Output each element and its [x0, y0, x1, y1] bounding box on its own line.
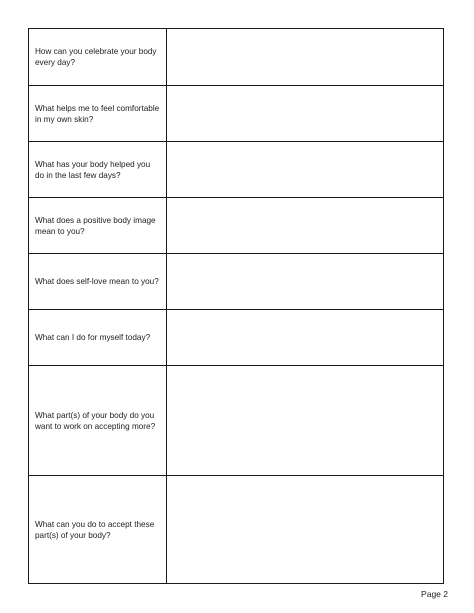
answer-cell[interactable] [167, 476, 443, 583]
question-text: What part(s) of your body do you want to work on accepting more? [35, 410, 156, 431]
worksheet-row [29, 85, 443, 141]
worksheet-row [29, 197, 443, 253]
worksheet-row [29, 365, 443, 475]
question-cell [29, 310, 167, 365]
worksheet-row [29, 309, 443, 365]
question-text: What can I do for myself today? [35, 333, 151, 342]
question-text: How can you celebrate your body every day? [35, 47, 157, 67]
question-cell [29, 142, 167, 197]
question-cell [29, 86, 167, 141]
worksheet-row [29, 141, 443, 197]
answer-cell[interactable] [167, 142, 443, 197]
question-cell [29, 366, 167, 475]
question-text: What helps me to feel comfortable in my own skin? [35, 103, 160, 124]
question-cell [29, 198, 167, 253]
question-text: What has your body helped you do in the last few days? [35, 159, 151, 180]
worksheet-row [29, 253, 443, 309]
question-text: What does self-love mean to you? [35, 277, 159, 286]
page-number: Page 2 [421, 589, 448, 599]
worksheet-row [29, 475, 443, 583]
question-cell [29, 476, 167, 583]
answer-cell[interactable] [167, 366, 443, 475]
answer-cell[interactable] [167, 29, 443, 85]
worksheet-table [28, 28, 444, 584]
answer-cell[interactable] [167, 198, 443, 253]
question-text: What does a positive body image mean to you? [35, 215, 156, 236]
answer-cell[interactable] [167, 310, 443, 365]
answer-cell[interactable] [167, 254, 443, 309]
question-cell [29, 254, 167, 309]
question-text: What can you do to accept these part(s) of your body? [35, 519, 155, 540]
answer-cell[interactable] [167, 86, 443, 141]
question-cell [29, 29, 167, 85]
worksheet-row [29, 29, 443, 85]
